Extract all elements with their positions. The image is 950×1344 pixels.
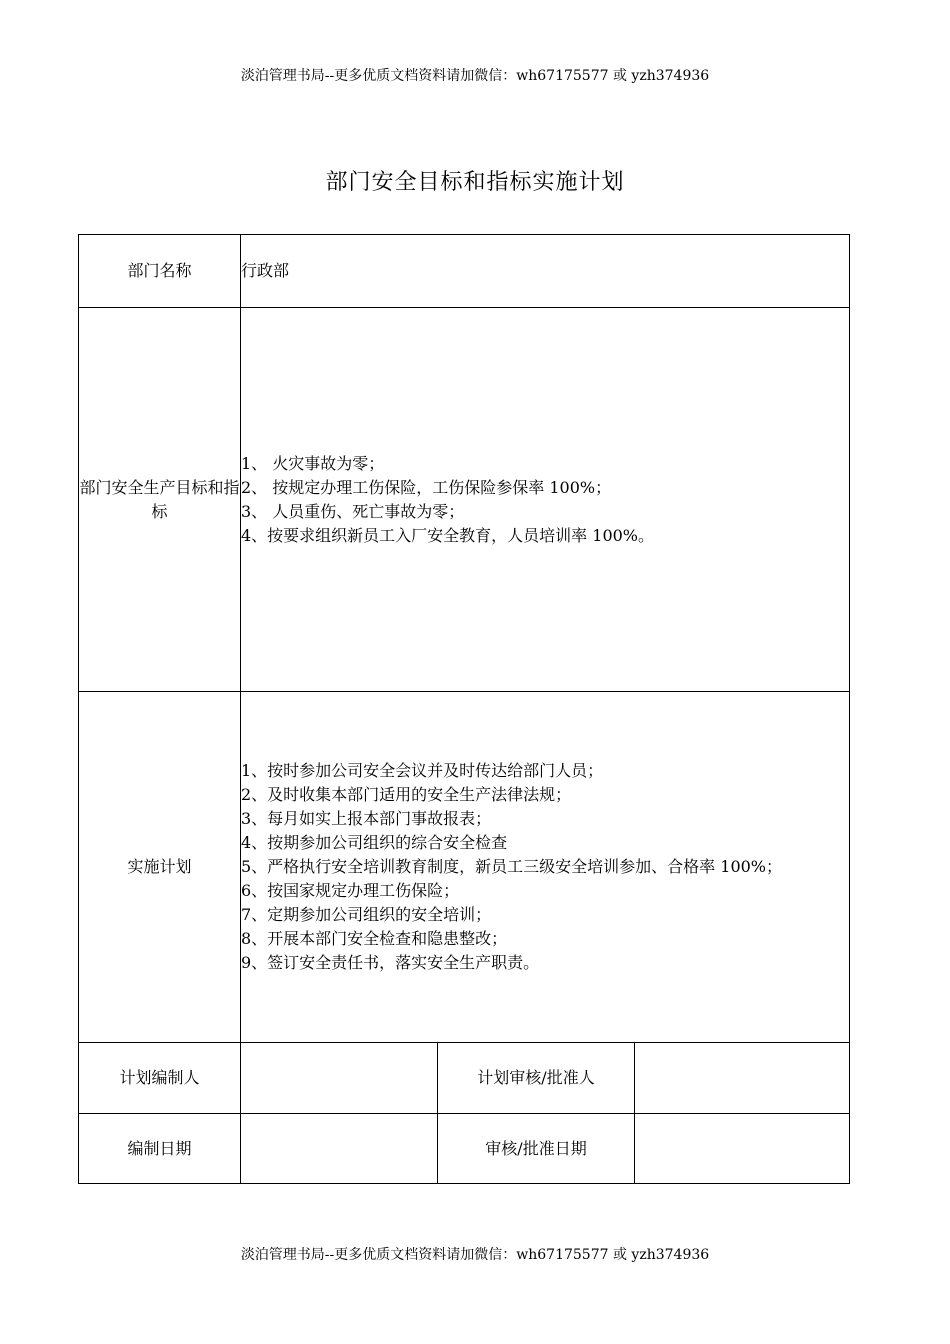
plan-item: 1、按时参加公司安全会议并及时传达给部门人员； [241,761,604,780]
safety-plan-table [78,234,850,1184]
plan-date-value[interactable] [241,1114,438,1184]
plan-date-label: 编制日期 [79,1114,241,1184]
plan-item: 6、按国家规定办理工伤保险； [241,881,460,900]
planner-row [79,1043,850,1114]
approve-date-value[interactable] [635,1114,850,1184]
plan-item: 9、签订安全责任书，落实安全生产职责。 [241,953,540,972]
plan-item: 2、及时收集本部门适用的安全生产法律法规； [241,785,572,804]
plan-label: 实施计划 [79,692,241,1043]
page-footer: 淡泊管理书局--更多优质文档资料请加微信：wh67175577 或 yzh374936 [240,1247,710,1263]
plan-item: 5、严格执行安全培训教育制度，新员工三级安全培训参加、合格率 100%； [241,857,783,876]
plan-item: 4、按期参加公司组织的综合安全检查 [241,833,508,852]
planner-label: 计划编制人 [79,1043,241,1114]
planner-value[interactable] [241,1043,438,1114]
targets-list [241,308,850,692]
approver-value[interactable] [635,1043,850,1114]
department-row [79,235,850,308]
plan-list [241,692,850,1043]
target-item: 3、 人员重伤、死亡事故为零； [241,501,465,521]
department-label: 部门名称 [79,235,241,308]
plan-item: 8、开展本部门安全检查和隐患整改； [241,929,508,948]
target-item: 1、 火灾事故为零； [241,453,385,473]
approve-date-label: 审核/批准日期 [438,1114,635,1184]
plan-item: 3、每月如实上报本部门事故报表； [241,809,492,828]
department-value: 行政部 [241,235,850,308]
target-item: 2、 按规定办理工伤保险，工伤保险参保率 100%； [241,477,612,497]
plan-item: 7、定期参加公司组织的安全培训； [241,905,492,924]
plan-row [79,692,850,1043]
approver-label: 计划审核/批准人 [438,1043,635,1114]
targets-row [79,308,850,692]
target-item: 4、按要求组织新员工入厂安全教育，人员培训率 100%。 [241,525,655,545]
document-title: 部门安全目标和指标实施计划 [325,170,625,195]
page-header: 淡泊管理书局--更多优质文档资料请加微信：wh67175577 或 yzh374936 [240,68,710,84]
date-row [79,1114,850,1184]
targets-label: 部门安全生产目标和指标 [79,308,241,692]
